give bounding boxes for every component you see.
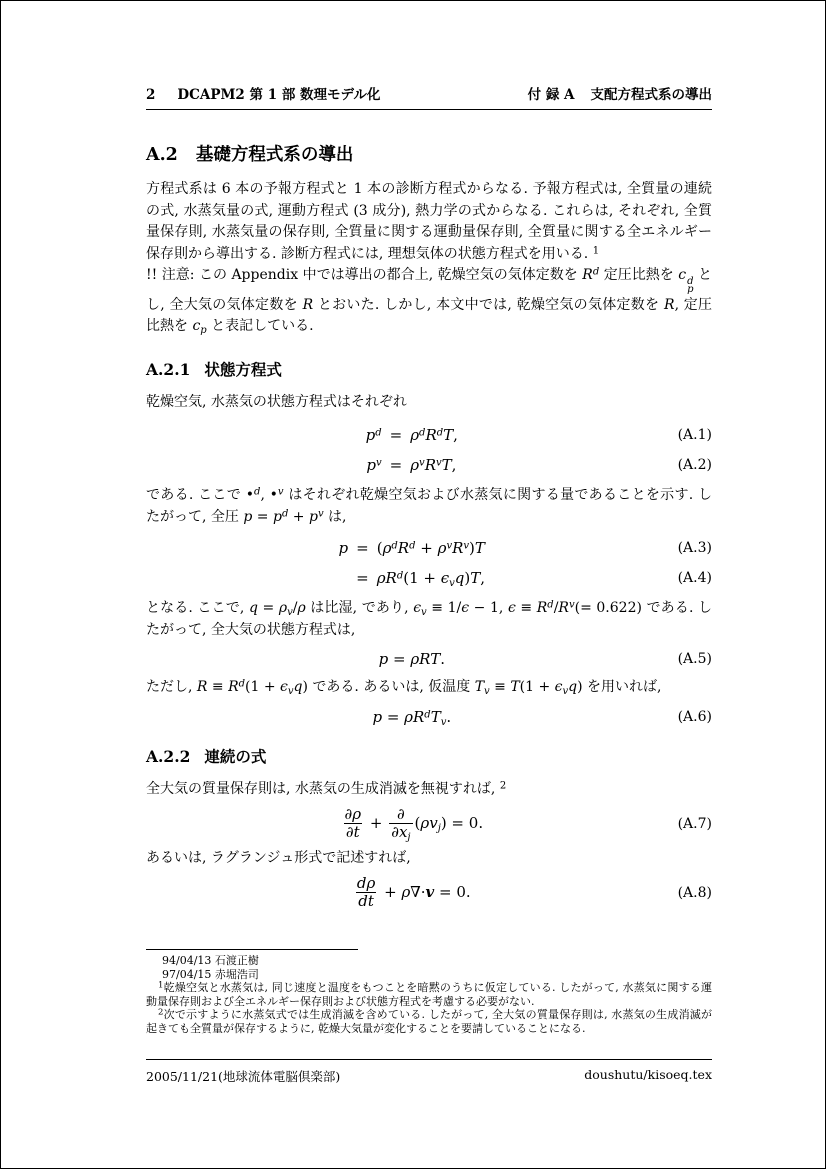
section-number: A.2.2 [146, 746, 191, 766]
equals-sign: = [389, 426, 403, 444]
footnote-block [146, 949, 712, 1035]
paragraph-eos-intro: 乾燥空気, 水蒸気の状態方程式はそれぞれ [146, 393, 407, 410]
equation-a6 [146, 705, 712, 729]
paragraph-after-a5: ただし, $R \equiv R^d(1 + \epsilon_vq)$ である. あるいは, 仮温度 $T_v \equiv T(1 + \epsilon_vq)$ を用いれば, [146, 678, 662, 697]
equals-sign: = [389, 456, 403, 474]
equation-a7-label: (A.7) [677, 815, 712, 832]
equation-a3-label: (A.3) [677, 540, 712, 556]
equation-a4-rhs: $\rho R^d(1 + \epsilon_vq)T$, [376, 569, 486, 589]
page-header [146, 87, 712, 104]
paragraph-note: !! 注意: この Appendix 中では導出の都合上, 乾燥空気の気体定数を $R^d$ 定圧比熱を c d p とし, 全大気の気体定数を R とおいた. しかし, 本文中では, 乾燥空気の気体定数を R, 定圧比熱を $c_p$ と表記している. [146, 266, 713, 336]
paragraph-after-a4: となる. ここで, $q = \rho_v/\rho$ は比湿, であり, $\epsilon_v \equiv 1/\epsilon - 1$, $\epsilon \equiv R^d/R^v(= 0.622)$ である. したがって, 全大気の状態方程式は, [146, 599, 712, 638]
footnote-1: $^1$乾燥空気と水蒸気は, 同じ速度と温度をもつことを暗黙のうちに仮定している. したがって, 水蒸気に関する運動量保存則および全エネルギー保存則および状態方程式を考慮する必要がない. [146, 980, 712, 1008]
header-right [528, 87, 712, 104]
page-number: 2 [146, 87, 156, 103]
footnote-2: $^2$次で示すように水蒸気式では生成消滅を含めている. したがって, 全大気の質量保存則は, 水蒸気の生成消滅が起きても全質量が保存するように, 乾燥大気量が変化することを要請していることになる. [146, 1007, 712, 1035]
section-number: A.2.1 [146, 359, 191, 379]
section-number: A.2 [146, 145, 178, 165]
equation-a5 [146, 647, 712, 671]
equation-a7 [146, 806, 712, 842]
equation-a6-expression: $p = \rho R^dT_v$. [372, 707, 452, 728]
page-footer [146, 1059, 712, 1085]
section-title-text: 基礎方程式系の導出 [195, 145, 354, 165]
equation-a1-label: (A.1) [677, 427, 712, 443]
paragraph-after-a2: である. ここで •$^d$, •$^v$ はそれぞれ乾燥空気および水蒸気に関する量であることを示す. したがって, 全圧 $p = p^d + p^v$ は, [146, 486, 712, 525]
section-title-a22 [146, 747, 712, 767]
equation-group-a3-a4 [146, 536, 712, 590]
equation-a8 [146, 875, 712, 911]
equation-a1-rhs: $\rho^dR^dT$, [410, 426, 458, 444]
equation-a8-label: (A.8) [677, 884, 712, 901]
equation-a2-lhs: $p^v$ [366, 456, 382, 474]
footnote-date-2: 97/04/15 赤堀浩司 [162, 967, 259, 981]
footer-date-publisher: 2005/11/21(地球流体電脳倶楽部) [146, 1069, 341, 1084]
equation-a7-expression: $\frac{\partial\rho}{\partial t}$ + $\frac{\partial}{\partial x_j}$ $(\rho v_j) = 0$. [344, 805, 484, 844]
equation-a4-label: (A.4) [677, 570, 712, 586]
equation-a2-rhs: $\rho^vR^vT$, [410, 456, 457, 474]
header-appendix-label: 付 録 A [527, 87, 575, 103]
header-left-title: DCAPM2 第 1 部 数理モデル化 [177, 87, 381, 103]
text-column [146, 87, 712, 917]
header-rule [146, 109, 712, 110]
section-title-text: 連続の式 [204, 746, 267, 766]
equation-a3-lhs: p [338, 539, 349, 557]
equals-sign: = [356, 539, 369, 557]
paragraph-continuity-intro: 全大気の質量保存則は, 水蒸気の生成消滅を無視すれば, $^2$ [146, 780, 507, 797]
equation-a5-expression: p = ρRT. [378, 650, 445, 668]
equation-a1-lhs: $p^d$ [365, 426, 382, 444]
paragraph-intro: 方程式系は 6 本の予報方程式と 1 本の診断方程式からなる. 予報方程式は, 全質量の連続の式, 水蒸気量の式, 運動方程式 (3 成分), 熱力学の式からなる. これらは, それぞれ, 全質量保存則, 水蒸気量の保存則, 全質量に関する運動量保存則, 全質量に関する全エネルギー保存則から導出する. 診断方程式には, 理想気体の状態方程式を用いる. $^1$ [146, 181, 712, 262]
footer-filename: doushutu/kisoeq.tex [584, 1067, 712, 1082]
equation-group-a1-a2 [146, 423, 712, 477]
header-right-title: 支配方程式系の導出 [590, 87, 712, 103]
equation-a6-label: (A.6) [677, 708, 712, 725]
equation-a8-expression: $\frac{d\rho}{dt}$ + ρ∇·v = 0. [356, 874, 471, 911]
section-title-text: 状態方程式 [204, 359, 282, 379]
header-left [146, 87, 380, 104]
footnote-date-1: 94/04/13 石渡正樹 [162, 954, 259, 967]
paragraph-lagrange: あるいは, ラグランジュ形式で記述すれば, [146, 849, 411, 866]
section-title-a2 [146, 143, 712, 167]
equation-a3-rhs: $(\rho^dR^d + \rho^vR^v)T$ [376, 539, 485, 557]
equals-sign: = [356, 569, 369, 587]
section-title-a21 [146, 360, 712, 380]
equation-a5-label: (A.5) [677, 651, 712, 667]
equation-a2-label: (A.2) [677, 457, 712, 473]
footnote-rule [146, 949, 358, 950]
